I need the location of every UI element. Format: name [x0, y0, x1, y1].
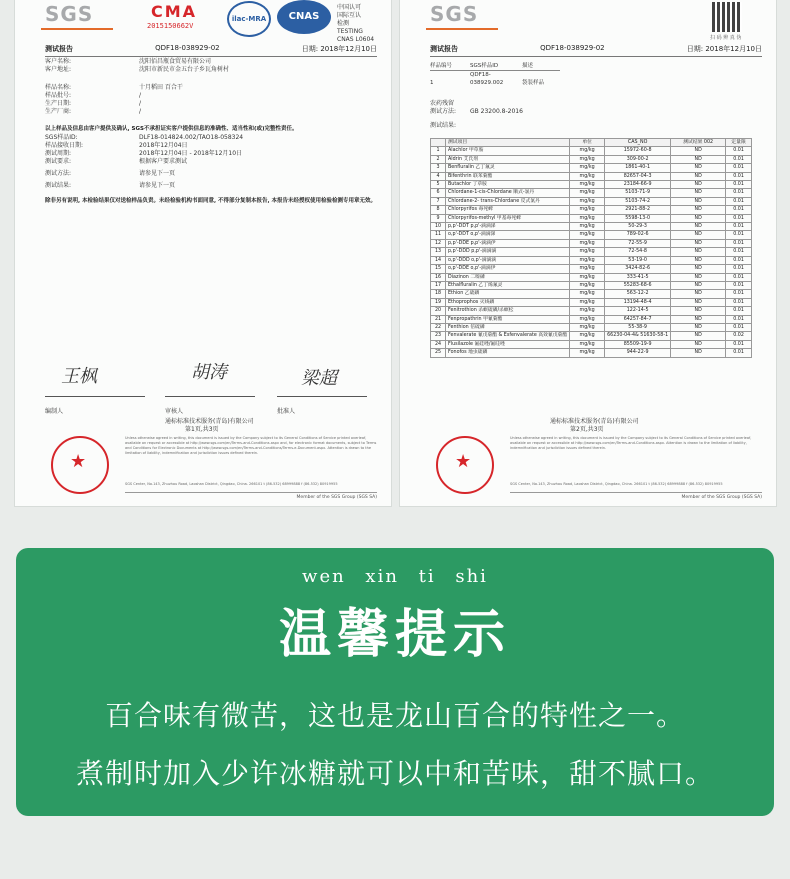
- terms-fine-print: Unless otherwise agreed in writing, this document is issued by the Company subject to its General Conditions of Service printed overleaf, available on request or accessible at http://www.sgs.com/en/Terms-and-Conditions.aspx and, for electronic format documents, subject to Terms and Conditions for Electronic Documents at http://www.sgs.com/en/Terms-and-Conditions/Terms-e-Document.aspx. Attention is drawn to the limitation of liability, indemnification and jurisdiction issues defined therein.: [125, 436, 377, 455]
- table-header-row: [431, 139, 752, 147]
- row-index: 8: [431, 206, 446, 214]
- table-row: [431, 315, 752, 323]
- column-header: 单位: [570, 139, 605, 147]
- test-report-page-2: [400, 0, 776, 506]
- tip-line-2: 煮制时加入少许冰糖就可以中和苦味，甜不腻口。: [75, 757, 714, 790]
- cas-no: 13194-48-4: [605, 298, 671, 306]
- test-item: o,p'-DDD o,p'-滴滴滴: [446, 256, 570, 264]
- test-item: Chlorpyrifos-methyl 甲基毒死蜱: [446, 214, 570, 222]
- quant-limit: 0.01: [726, 223, 752, 231]
- qr-code-icon: [712, 2, 742, 32]
- signature-compiler: 王枫: [61, 366, 97, 387]
- cma-logo: [145, 2, 219, 36]
- quant-limit: 0.01: [726, 273, 752, 281]
- cas-no: 5103-71-9: [605, 189, 671, 197]
- cas-no: 3424-82-6: [605, 265, 671, 273]
- report-date: 日期: 2018年12月10日: [301, 45, 377, 53]
- result: ND: [671, 281, 726, 289]
- unit: mg/kg: [570, 265, 605, 273]
- result: ND: [671, 323, 726, 331]
- sample-header: 样品编号 SGS样品ID 描述: [430, 62, 560, 71]
- quant-limit: 0.01: [726, 231, 752, 239]
- test-item: o,p'-DDT o,p'-滴滴涕: [446, 231, 570, 239]
- ilac-logo-text: ilac-MRA: [231, 15, 267, 23]
- row-index: 19: [431, 298, 446, 306]
- sample-fields: [45, 84, 183, 116]
- table-row: [431, 290, 752, 298]
- unit: mg/kg: [570, 155, 605, 163]
- validity-note: 除非另有说明, 本检验结果仅对送检样品负责。未经检验机构书面同意, 不得部分复制本报告, 本报告未经授权使用检验检测专用章无效。: [45, 198, 377, 204]
- tip-pinyin: wen xin ti shi: [302, 566, 488, 587]
- test-item: Ethalfluralin 乙丁烯氟灵: [446, 281, 570, 289]
- cnas-line: 检测: [337, 20, 350, 27]
- cas-no: 789-02-6: [605, 231, 671, 239]
- test-item: Alachlor 甲草胺: [446, 147, 570, 155]
- cas-no: 55-38-9: [605, 323, 671, 331]
- quant-limit: 0.01: [726, 164, 752, 172]
- cas-no: 333-41-5: [605, 273, 671, 281]
- cas-no: 5103-74-2: [605, 197, 671, 205]
- report-title-row: [45, 44, 377, 57]
- quant-limit: 0.01: [726, 256, 752, 264]
- unit: mg/kg: [570, 181, 605, 189]
- table-row: [431, 239, 752, 247]
- company-address: SGS Center, No.143, Zhuzhou Road, Laoshan District, Qingdao, China. 266101 t (86-532) 68999888 f (86-532) 80919955: [125, 482, 338, 486]
- tip-panel: [16, 548, 774, 816]
- sgs-logo-underline: [41, 28, 113, 30]
- test-item: Fenitrothion 杀螟硫磷/杀螟松: [446, 307, 570, 315]
- cnas-line: 国际互认: [337, 12, 362, 19]
- field-row: SGS样品ID: DLF18-014824.002/TAO18-058324: [45, 134, 244, 141]
- sgs-group-footer: Member of the SGS Group (SGS SA): [125, 492, 377, 500]
- result: ND: [671, 256, 726, 264]
- table-row: [431, 281, 752, 289]
- test-item: Chlorpyrifos 毒死蜱: [446, 206, 570, 214]
- client-fields: [45, 58, 229, 74]
- disclaimer-note: 以上样品及信息由客户提供及确认, SGS不承担证实客户提供信息的准确性、适当性和(或)完整性责任。: [45, 126, 298, 132]
- cas-no: 5598-13-0: [605, 214, 671, 222]
- unit: mg/kg: [570, 189, 605, 197]
- field-row: 样品接收日期: 2018年12月04日: [45, 142, 188, 149]
- table-row: [431, 223, 752, 231]
- row-index: 24: [431, 340, 446, 348]
- column-header: 测试结果 002: [671, 139, 726, 147]
- cma-logo-text: CMA: [151, 2, 198, 21]
- result: ND: [671, 172, 726, 180]
- field-row: 测试结果: 请参见下一页: [45, 182, 176, 189]
- cas-no: 50-29-3: [605, 223, 671, 231]
- quant-limit: 0.02: [726, 332, 752, 340]
- cas-no: 64257-84-7: [605, 315, 671, 323]
- row-index: 16: [431, 273, 446, 281]
- unit: mg/kg: [570, 197, 605, 205]
- quant-limit: 0.01: [726, 290, 752, 298]
- table-row: [431, 172, 752, 180]
- cnas-line: 中国认可: [337, 4, 362, 11]
- terms-fine-print: Unless otherwise agreed in writing, this document is issued by the Company subject to its General Conditions of Service printed overleaf, available on request or accessible at http://www.sgs.com/en/Terms-and-Conditions.aspx. Attention is drawn to the limitation of liability, indemnification and jurisdiction issues defined therein.: [510, 436, 752, 450]
- method-block: [430, 100, 523, 130]
- row-index: 13: [431, 248, 446, 256]
- qr-caption: 扫 码 辨 真 伪: [710, 35, 742, 41]
- table-row: [431, 206, 752, 214]
- result: ND: [671, 349, 726, 357]
- method-row: 测试方法: GB 23200.8-2016: [430, 108, 523, 115]
- row-index: 18: [431, 290, 446, 298]
- row-index: 14: [431, 256, 446, 264]
- result: ND: [671, 147, 726, 155]
- test-item: Bifenthrin 联苯菊酯: [446, 172, 570, 180]
- cas-no: 72-54-8: [605, 248, 671, 256]
- row-index: 5: [431, 181, 446, 189]
- row-index: 23: [431, 332, 446, 340]
- quant-limit: 0.01: [726, 206, 752, 214]
- row-index: 25: [431, 349, 446, 357]
- field-row: 客户名称: 沈阳佰昌瓶食贸易有限公司: [45, 58, 212, 65]
- quant-limit: 0.01: [726, 172, 752, 180]
- test-item: p,p'-DDD p,p'-滴滴滴: [446, 248, 570, 256]
- company-address: SGS Center, No.143, Zhuzhou Road, Laoshan District, Qingdao, China. 266101 t (86-532) 68999888 f (86-532) 80919955: [510, 482, 723, 486]
- table-row: [431, 349, 752, 357]
- column-header: 定量限: [726, 139, 752, 147]
- quant-limit: 0.01: [726, 214, 752, 222]
- sgs-logo-underline: [426, 28, 498, 30]
- pesticide-results-table: [430, 138, 752, 358]
- table-row: [431, 273, 752, 281]
- test-report-page-1: [15, 0, 391, 506]
- field-row: 样品名称: 十月稻田 百合干: [45, 84, 183, 91]
- field-row: 测试方法: 请参见下一页: [45, 170, 176, 177]
- quant-limit: 0.01: [726, 349, 752, 357]
- table-row: [431, 340, 752, 348]
- signature-caption: 审核人: [165, 408, 184, 415]
- unit: mg/kg: [570, 164, 605, 172]
- result: ND: [671, 231, 726, 239]
- test-item: p,p'-DDE p,p'-滴滴伊: [446, 239, 570, 247]
- report-number: QDF18-038929-02: [155, 44, 220, 52]
- column-header: CAS_NO: [605, 139, 671, 147]
- test-item: Benfluralin 乙丁氟灵: [446, 164, 570, 172]
- quant-limit: 0.01: [726, 248, 752, 256]
- test-item: Butachlor 丁草胺: [446, 181, 570, 189]
- cas-no: 82657-04-3: [605, 172, 671, 180]
- quant-limit: 0.01: [726, 181, 752, 189]
- unit: mg/kg: [570, 273, 605, 281]
- quant-limit: 0.01: [726, 307, 752, 315]
- result: ND: [671, 206, 726, 214]
- table-row: [431, 231, 752, 239]
- cas-no: 1861-40-1: [605, 164, 671, 172]
- unit: mg/kg: [570, 172, 605, 180]
- unit: mg/kg: [570, 214, 605, 222]
- field-row: 测试周期: 2018年12月04日 - 2018年12月10日: [45, 150, 243, 157]
- cnas-logo-text: CNAS: [288, 11, 320, 22]
- field-row: 生产日期: /: [45, 100, 142, 107]
- unit: mg/kg: [570, 239, 605, 247]
- result: ND: [671, 340, 726, 348]
- sample-row: 1QDF18-038929.002 袋装样品: [430, 72, 545, 86]
- row-index: 4: [431, 172, 446, 180]
- issuer-name: 通标标准技术服务(青岛)有限公司: [165, 418, 254, 425]
- cas-no: 72-55-9: [605, 239, 671, 247]
- quant-limit: 0.01: [726, 239, 752, 247]
- signature-caption: 编制人: [45, 408, 64, 415]
- signature-reviewer: 胡涛: [191, 362, 227, 383]
- table-row: [431, 307, 752, 315]
- row-index: 17: [431, 281, 446, 289]
- test-item: Fenthion 倍硫磷: [446, 323, 570, 331]
- table-row: [431, 181, 752, 189]
- result: ND: [671, 273, 726, 281]
- unit: mg/kg: [570, 349, 605, 357]
- test-item: Chlordane-2- trans-Chlordane 反式氯丹: [446, 197, 570, 205]
- unit: mg/kg: [570, 298, 605, 306]
- table-row: [431, 256, 752, 264]
- sgs-logo: SGS: [430, 2, 479, 26]
- cas-no: 55283-68-6: [605, 281, 671, 289]
- test-item: Flusilazole 氟硅唑/氟哇唑: [446, 340, 570, 348]
- table-row: [431, 332, 752, 340]
- cas-no: 15972-60-8: [605, 147, 671, 155]
- signature-caption: 批准人: [277, 408, 296, 415]
- unit: mg/kg: [570, 231, 605, 239]
- tip-line-1: 百合味有微苦，这也是龙山百合的特性之一。: [104, 699, 685, 732]
- cas-no: 944-22-9: [605, 349, 671, 357]
- cas-no: 53-19-0: [605, 256, 671, 264]
- result: ND: [671, 298, 726, 306]
- row-index: 11: [431, 231, 446, 239]
- row-index: 20: [431, 307, 446, 315]
- page-number: 第1页,共3页: [185, 426, 219, 433]
- unit: mg/kg: [570, 340, 605, 348]
- sgs-logo: SGS: [45, 2, 94, 26]
- cas-no: 309-00-2: [605, 155, 671, 163]
- unit: mg/kg: [570, 332, 605, 340]
- result: ND: [671, 155, 726, 163]
- row-index: 9: [431, 214, 446, 222]
- sgs-group-footer: Member of the SGS Group (SGS SA): [510, 492, 762, 500]
- test-item: Fenvalerate 氰戊菊酯 & Esfenvalerate 高效氰戊菊酯: [446, 332, 570, 340]
- quant-limit: 0.01: [726, 265, 752, 273]
- signature-approver: 梁超: [301, 368, 337, 389]
- table-row: [431, 248, 752, 256]
- row-index: 6: [431, 189, 446, 197]
- quant-limit: 0.01: [726, 298, 752, 306]
- sample-table: [430, 62, 560, 87]
- quant-limit: 0.01: [726, 155, 752, 163]
- result: ND: [671, 332, 726, 340]
- result: ND: [671, 315, 726, 323]
- row-index: 22: [431, 323, 446, 331]
- report-title: 测试报告: [45, 45, 73, 53]
- field-row: 生产厂商: /: [45, 108, 142, 115]
- result: ND: [671, 197, 726, 205]
- table-row: [431, 164, 752, 172]
- unit: mg/kg: [570, 248, 605, 256]
- quant-limit: 0.01: [726, 189, 752, 197]
- quant-limit: 0.01: [726, 315, 752, 323]
- report-date: 日期: 2018年12月10日: [686, 45, 762, 53]
- test-item: Aldrin 艾氏剂: [446, 155, 570, 163]
- section-label: 农药残留: [430, 100, 455, 107]
- cas-no: 85509-19-9: [605, 340, 671, 348]
- table-row: [431, 155, 752, 163]
- result: ND: [671, 181, 726, 189]
- official-seal-icon: [51, 436, 109, 494]
- test-item: Fonofos 地虫硫磷: [446, 349, 570, 357]
- cas-no: 23184-66-9: [605, 181, 671, 189]
- table-row: [431, 265, 752, 273]
- test-item: Ethoprophos 灭线磷: [446, 298, 570, 306]
- quant-limit: 0.01: [726, 197, 752, 205]
- quant-limit: 0.01: [726, 323, 752, 331]
- unit: mg/kg: [570, 323, 605, 331]
- tip-title: 温馨提示: [278, 604, 511, 665]
- column-header: 测试项目: [446, 139, 570, 147]
- table-row: [431, 323, 752, 331]
- cas-no: 122-14-5: [605, 307, 671, 315]
- unit: mg/kg: [570, 281, 605, 289]
- unit: mg/kg: [570, 223, 605, 231]
- report-header: [15, 0, 391, 43]
- cnas-logo: [277, 0, 331, 34]
- row-index: 12: [431, 239, 446, 247]
- result: ND: [671, 248, 726, 256]
- table-row: [431, 189, 752, 197]
- result: ND: [671, 239, 726, 247]
- result: ND: [671, 223, 726, 231]
- official-seal-icon: [436, 436, 494, 494]
- report-number: QDF18-038929-02: [540, 44, 605, 52]
- result: ND: [671, 265, 726, 273]
- field-row: 客户地址: 沈阳市新民市金五台子乡瓦角树村: [45, 66, 230, 73]
- page-number: 第2页,共3页: [570, 426, 604, 433]
- row-index: 2: [431, 155, 446, 163]
- test-info-fields: [45, 134, 243, 190]
- row-index: 1: [431, 147, 446, 155]
- unit: mg/kg: [570, 290, 605, 298]
- report-title: 测试报告: [430, 45, 458, 53]
- report-title-row: [430, 44, 762, 57]
- table-row: [431, 197, 752, 205]
- test-item: Diazinon 二嗪磷: [446, 273, 570, 281]
- unit: mg/kg: [570, 256, 605, 264]
- result: ND: [671, 214, 726, 222]
- result: ND: [671, 290, 726, 298]
- field-row: 样品批号: /: [45, 92, 142, 99]
- table-row: [431, 214, 752, 222]
- row-index: 10: [431, 223, 446, 231]
- cas-no: 563-12-2: [605, 290, 671, 298]
- row-index: 15: [431, 265, 446, 273]
- result: ND: [671, 307, 726, 315]
- test-item: Ethion 乙硫磷: [446, 290, 570, 298]
- table-row: [431, 147, 752, 155]
- issuer-name: 通标标准技术服务(青岛)有限公司: [550, 418, 639, 425]
- test-item: p,p'-DDT p,p'-滴滴涕: [446, 223, 570, 231]
- unit: mg/kg: [570, 307, 605, 315]
- results-label: 测试结果:: [430, 122, 457, 129]
- cnas-line: TESTING: [337, 28, 363, 35]
- row-index: 7: [431, 197, 446, 205]
- cnas-line: CNAS L0604: [337, 36, 375, 43]
- unit: mg/kg: [570, 147, 605, 155]
- quant-limit: 0.01: [726, 281, 752, 289]
- row-index: 21: [431, 315, 446, 323]
- result: ND: [671, 164, 726, 172]
- quant-limit: 0.01: [726, 340, 752, 348]
- test-item: Chlordane-1-cis-Chlordane 顺式-氯丹: [446, 189, 570, 197]
- result: ND: [671, 189, 726, 197]
- results-body: [431, 147, 752, 357]
- row-index: 3: [431, 164, 446, 172]
- test-item: o,p'-DDE o,p'-滴滴伊: [446, 265, 570, 273]
- field-row: 测试要求: 根据客户要求测试: [45, 158, 188, 165]
- report-header: [400, 0, 776, 41]
- quant-limit: 0.01: [726, 147, 752, 155]
- unit: mg/kg: [570, 315, 605, 323]
- test-item: Fenpropathrin 甲氰菊酯: [446, 315, 570, 323]
- cas-no: 66230-04-4& 51630-58-1: [605, 332, 671, 340]
- ilac-mra-logo: [227, 1, 271, 37]
- table-row: [431, 298, 752, 306]
- unit: mg/kg: [570, 206, 605, 214]
- cnas-accreditation-text: [337, 4, 374, 44]
- cma-number: 2015150662V: [147, 22, 194, 30]
- cas-no: 2921-88-2: [605, 206, 671, 214]
